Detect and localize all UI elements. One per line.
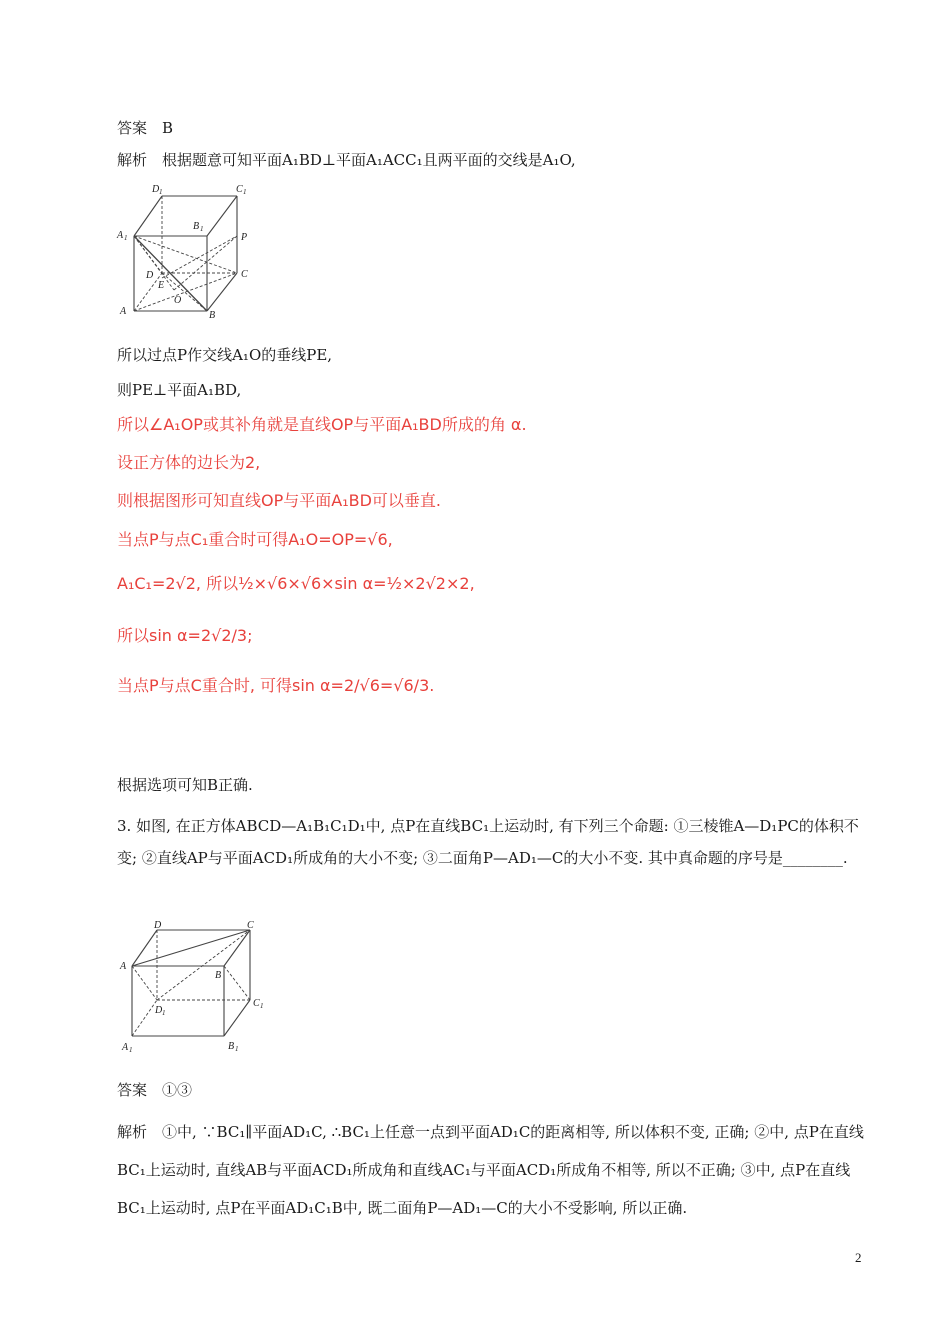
label-C: C [247, 920, 254, 931]
line-pe: 所以过点P作交线A₁O的垂线PE, [117, 346, 333, 364]
label-B1: B [193, 221, 200, 232]
label-B1: B [228, 1041, 235, 1052]
label-A: A [120, 306, 127, 317]
conclusion: 根据选项可知B正确. [117, 776, 253, 794]
red-line-5: A₁C₁=2√2, 所以½×√6×√6×sin α=½×2√2×2, [117, 574, 475, 593]
red-line-3: 则根据图形可知直线OP与平面A₁BD可以垂直. [117, 491, 441, 510]
cube-figure-2 [112, 918, 272, 1053]
analysis-3: 解析 ①中, ∵BC₁∥平面AD₁C, ∴BC₁上任意一点到平面AD₁C的距离相等, 所以体积不变, 正确; ②中, 点P在直线BC₁上运动时, 直线AB与平面ACD₁所成角和直线AC₁与平面ACD₁所成角不相等, 所以不正确; ③中, 点P在直线BC₁上运动时, 点P在平面AD₁C₁B中, 既二面角P—AD₁—C的大小不受影响, 所以正确. [117, 1123, 864, 1217]
label-A1: A [117, 230, 124, 241]
label-C: C [241, 269, 248, 280]
cube-figure-1 [112, 178, 262, 323]
answer-3: 答案 ①③ [117, 1081, 193, 1099]
label-D: D [146, 270, 154, 281]
red-line-1: 所以∠A₁OP或其补角就是直线OP与平面A₁BD所成的角 α. [117, 415, 527, 434]
label-B: B [209, 310, 216, 321]
line-perp: 则PE⊥平面A₁BD, [117, 381, 242, 399]
label-A: A [120, 961, 127, 972]
label-sub: 1 [159, 188, 163, 196]
label-D: D [154, 920, 162, 931]
label-B: B [215, 970, 222, 981]
label-O: O [174, 295, 182, 306]
label-D1: D [155, 1005, 163, 1016]
analysis-1: 解析 根据题意可知平面A₁BD⊥平面A₁ACC₁且两平面的交线是A₁O, [117, 151, 576, 169]
label-A1: A [122, 1042, 129, 1053]
label-C1: C [253, 998, 260, 1009]
red-line-7: 当点P与点C重合时, 可得sin α=2/√6=√6/3. [117, 676, 435, 695]
question-3: 3. 如图, 在正方体ABCD—A₁B₁C₁D₁中, 点P在直线BC₁上运动时, 有下列三个命题: ①三棱锥A—D₁PC的体积不变; ②直线AP与平面ACD₁所成角的大小不变; ③二面角P—AD₁—C的大小不变. 其中真命题的序号是________. [117, 817, 859, 867]
label-P: P [241, 232, 248, 243]
label-sub: 1 [124, 234, 128, 242]
label-sub: 1 [235, 1045, 239, 1053]
label-sub: 1 [129, 1046, 133, 1053]
label-E: E [158, 280, 165, 291]
label-D1: D [152, 184, 160, 195]
label-sub: 1 [162, 1009, 166, 1017]
label-sub: 1 [260, 1002, 264, 1010]
red-line-6: 所以sin α=2√2/3; [117, 626, 253, 645]
red-line-2: 设正方体的边长为2, [117, 453, 261, 472]
label-sub: 1 [200, 225, 204, 233]
red-line-4: 当点P与点C₁重合时可得A₁O=OP=√6, [117, 530, 393, 549]
page-number: 2 [855, 1250, 862, 1265]
label-sub: 1 [243, 188, 247, 196]
answer-1: 答案 B [117, 119, 174, 137]
label-C1: C [236, 184, 243, 195]
